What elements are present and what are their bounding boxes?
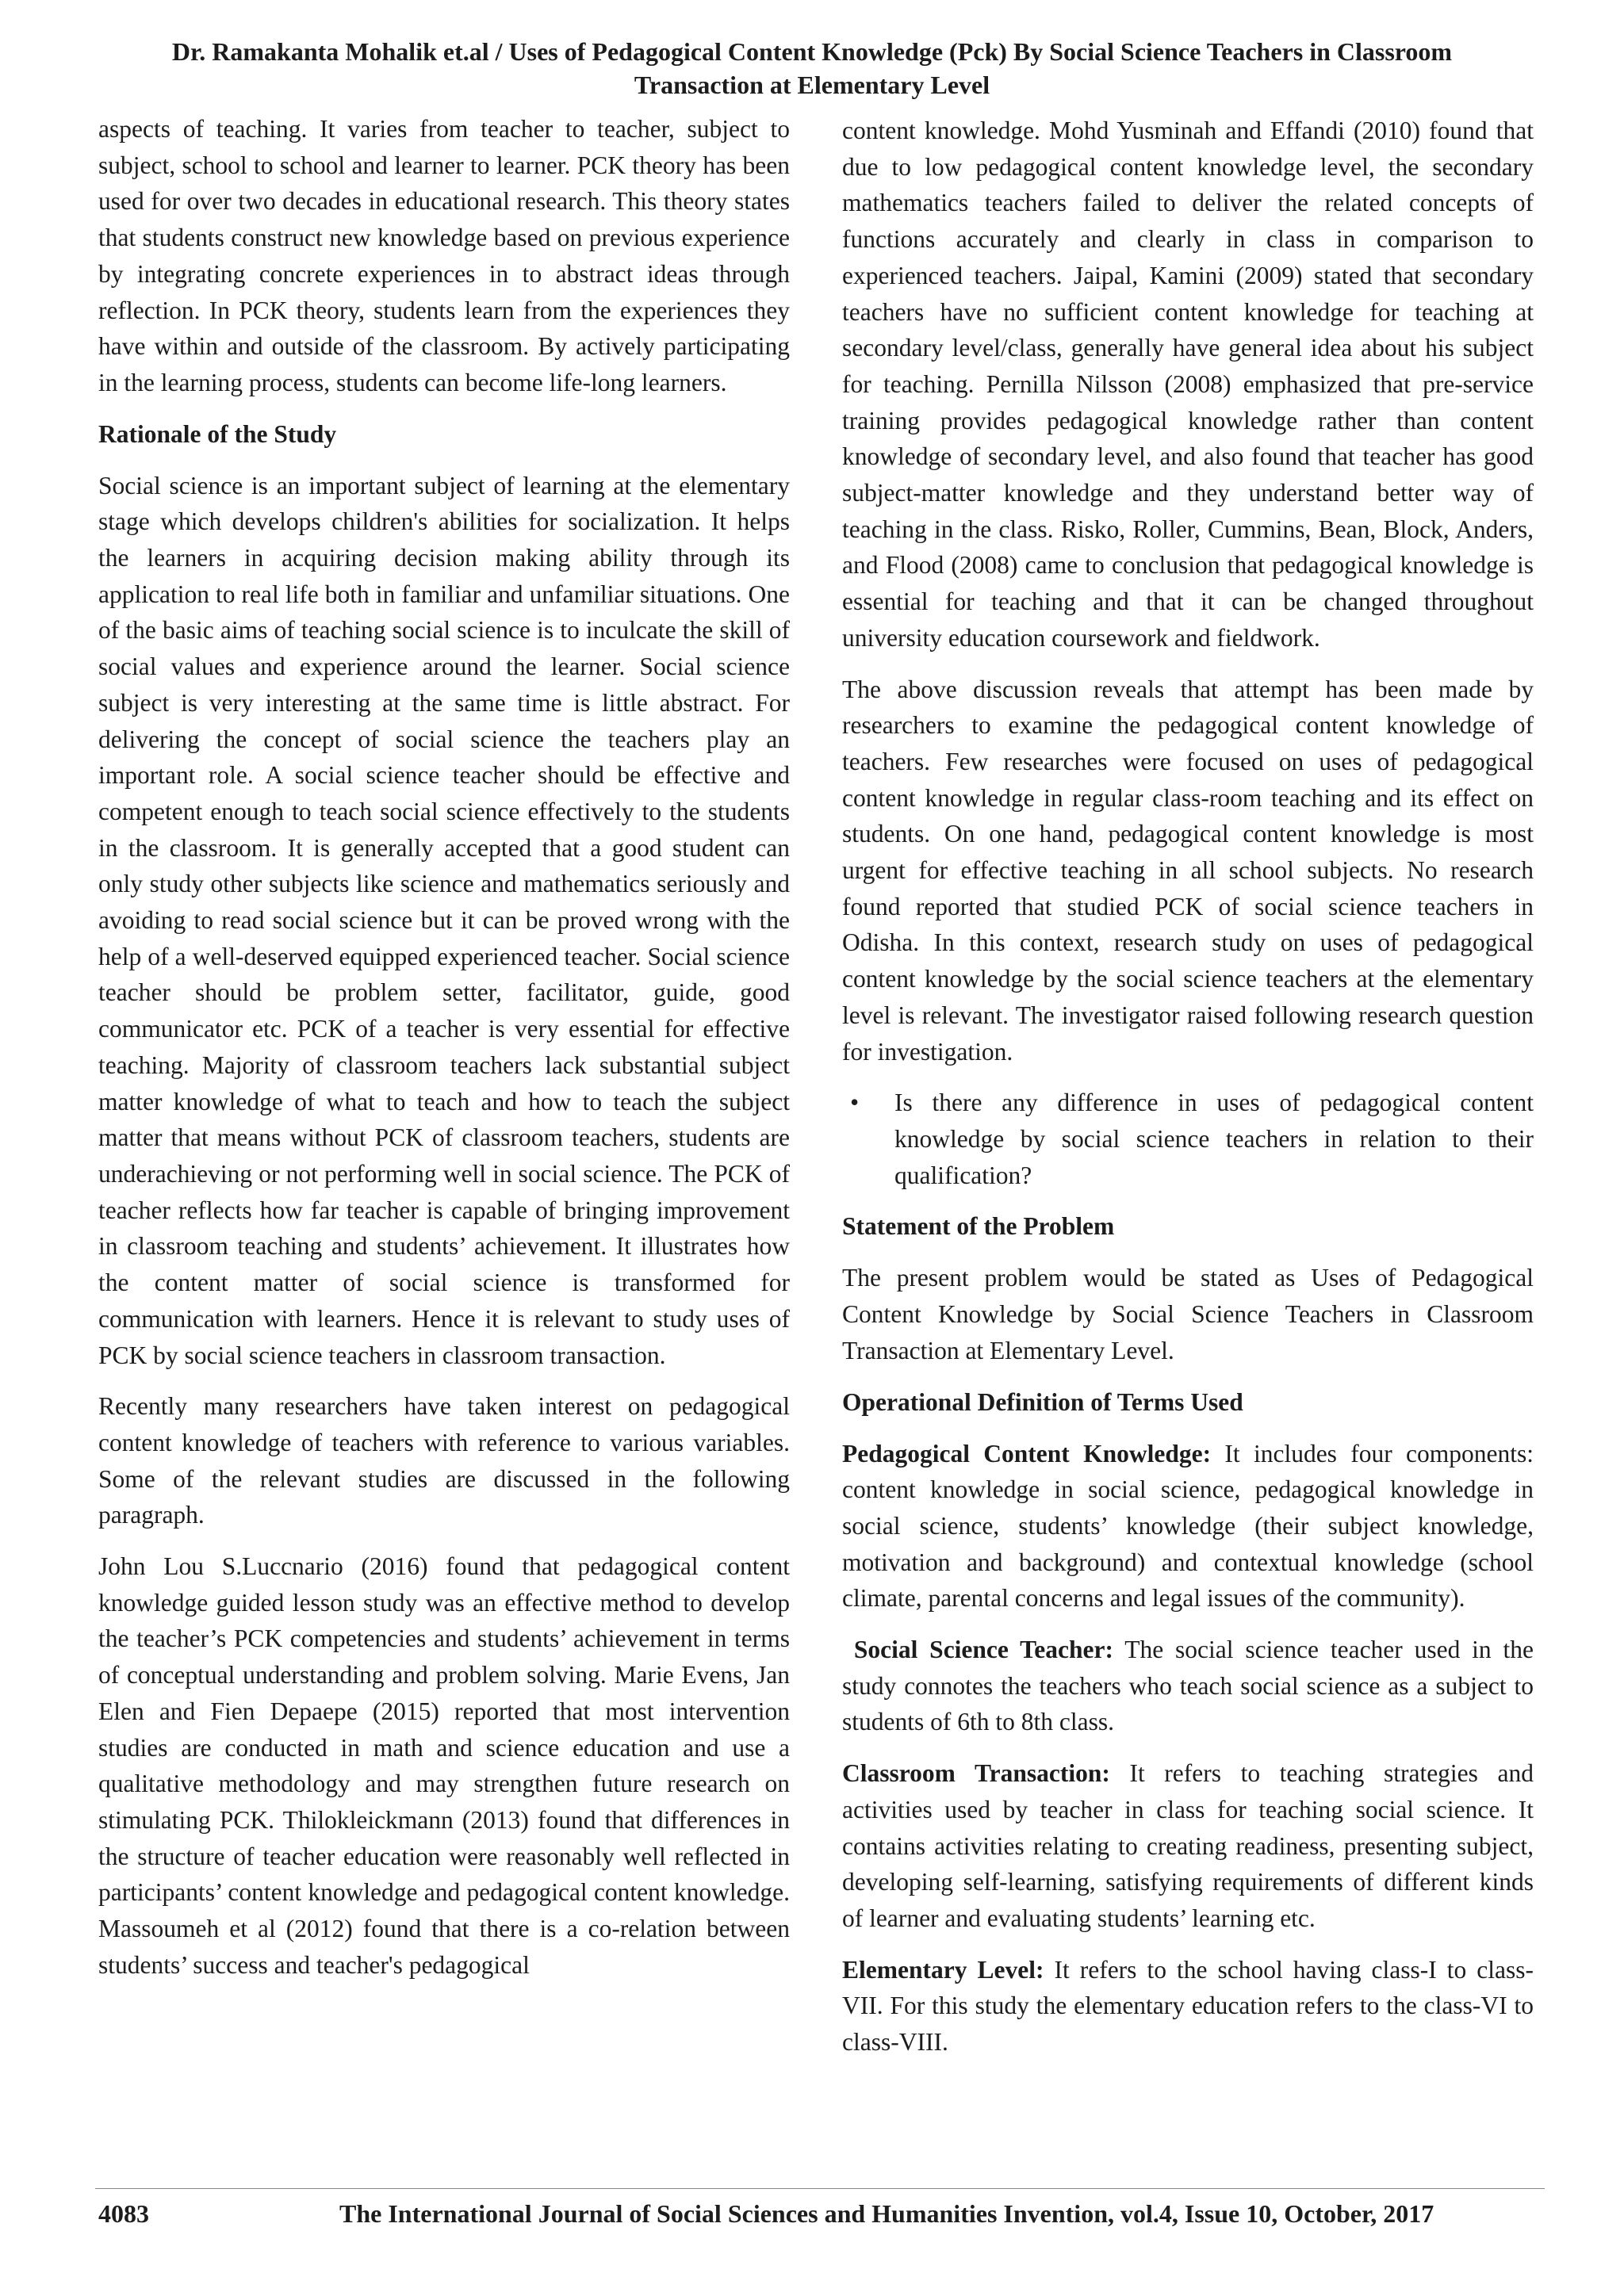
running-header <box>79 35 1545 101</box>
journal-citation: The International Journal of Social Sciences and Humanities Invention, vol.4, Issue 10, October, 2017 <box>339 2199 1434 2228</box>
intro-paragraph: aspects of teaching. It varies from teacher to teacher, subject to subject, school to school and learner to learner. PCK theory has been used for over two decades in educational research. This theory states that students construct new knowledge based on previous experience by integrating concrete experiences in to abstract ideas through reflection. In PCK theory, students learn from the experiences they have within and outside of the classroom. By actively participating in the learning process, students can become life-long learners. <box>98 115 790 396</box>
discussion-paragraph: The above discussion reveals that attempt has been made by researchers to examine the pedagogical content knowledge of teachers. Few researches were focused on uses of pedagogical content knowledge in regular class-room teaching and its effect on students. On one hand, pedagogical content knowledge is most urgent for effective teaching in all school subjects. No research found reported that studied PCK of social science teachers in Odisha. In this context, research study on uses of pedagogical content knowledge by the social science teachers at the elementary level is relevant. The investigator raised following research question for investigation. <box>842 675 1534 1066</box>
definition-text: The social science teacher used in the study connotes the teachers who teach social science as a subject to students of 6th to 8th class. <box>842 1636 1534 1736</box>
definition-term: Pedagogical Content Knowledge: <box>842 1439 1212 1468</box>
definition-social-science-teacher <box>842 1632 1534 1740</box>
definition-classroom-transaction <box>842 1755 1534 1937</box>
rationale-paragraph: Social science is an important subject of learning at the elementary stage which develops children's abilities for socialization. It helps the learners in acquiring decision making ability through its application to real life both in familiar and unfamiliar situations. One of the basic aims of teaching social science is to inculcate the skill of social values and experience around the learner. Social science subject is very interesting at the same time is little abstract. For delivering the concept of social science the teachers play an important role. A social science teacher should be effective and competent enough to teach social science effectively to the students in the classroom. It is generally accepted that a good student can only study other subjects like science and mathematics seriously and avoiding to read social science but it can be proved wrong with the help of a well-deserved equipped experienced teacher. Social science teacher should be problem setter, facilitator, guide, good communicator etc. PCK of a teacher is very essential for effective teaching. Majority of classroom teachers lack substantial subject matter knowledge of what to teach and how to teach the subject matter that means without PCK of classroom teachers, students are underachieving or not performing well in social science. The PCK of teacher reflects how far teacher is capable of bringing improvement in classroom teaching and students’ achievement. It illustrates how the content matter of social science is transformed for communication with learners. Hence it is relevant to study uses of PCK by social science teachers in classroom transaction. <box>98 471 790 1369</box>
rationale-heading: Rationale of the Study <box>98 419 337 448</box>
definition-term: Social Science Teacher: <box>853 1636 1113 1664</box>
definition-term: Classroom Transaction: <box>842 1759 1110 1788</box>
definition-text: It includes four components: content knowledge in social science, pedagogical knowledge in social science, students’ knowledge (their subject knowledge, motivation and background) and contextual knowledge (school climate, parental concerns and legal issues of the community). <box>842 1439 1534 1613</box>
related-studies-paragraph: John Lou S.Luccnario (2016) found that pedagogical content knowledge guided lesson study was an effective method to develop the teacher’s PCK competencies and students’ achievement in terms of conceptual understanding and problem solving. Marie Evens, Jan Elen and Fien Depaepe (2015) reported that most intervention studies are conducted in math and science education and use a qualitative methodology and may strengthen future research on stimulating PCK. Thilokleickmann (2013) found that differences in the structure of teacher education were reasonably well reflected in participants’ content knowledge and pedagogical content knowledge. Massoumeh et al (2012) found that there is a co-relation between students’ success and teacher's pedagogical <box>98 1552 790 1979</box>
definition-text: It refers to the school having class-I to class-VII. For this study the elementary education refers to the class-VI to class-VIII. <box>842 1955 1534 2057</box>
research-question-list <box>842 1085 1534 1193</box>
definition-elementary-level <box>842 1952 1534 2061</box>
definition-pck <box>842 1436 1534 1617</box>
left-column <box>98 111 790 1998</box>
right-column <box>842 113 1534 2076</box>
statement-paragraph: The present problem would be stated as Uses of Pedagogical Content Knowledge by Social Science Teachers in Classroom Transaction at Elementary Level. <box>842 1264 1534 1364</box>
definition-text: It refers to teaching strategies and activities used by teacher in class for teaching social science. It contains activities relating to creating readiness, presenting subject, developing self-learning, satisfying requirements of different kinds of learner and evaluating students’ learning etc. <box>842 1759 1534 1932</box>
page-number: 4083 <box>98 2199 149 2228</box>
related-studies-continued-paragraph: content knowledge. Mohd Yusminah and Effandi (2010) found that due to low pedagogical content knowledge level, the secondary mathematics teachers failed to deliver the related concepts of functions accurately and clearly in class in comparison to experienced teachers. Jaipal, Kamini (2009) stated that secondary teachers have no sufficient content knowledge for teaching at secondary level/class, generally have general idea about his subject for teaching. Pernilla Nilsson (2008) emphasized that pre-service training provides pedagogical knowledge rather than content knowledge of secondary level, and also found that teacher has good subject-matter knowledge and they understand better way of teaching in the class. Risko, Roller, Cummins, Bean, Block, Anders, and Flood (2008) came to conclusion that pedagogical knowledge is essential for teaching and that it can be changed throughout university education coursework and fieldwork. <box>842 117 1534 652</box>
running-header-line-1: Dr. Ramakanta Mohalik et.al / Uses of Pedagogical Content Knowledge (Pck) By Social Science Teachers in Classroom <box>171 37 1453 66</box>
research-question: • Is there any difference in uses of pedagogical content knowledge by social science teachers in relation to their qualification? <box>894 1085 1534 1193</box>
statement-heading: Statement of the Problem <box>842 1212 1115 1241</box>
running-header-line-2: Transaction at Elementary Level <box>634 71 990 99</box>
footer-divider <box>95 2188 1545 2189</box>
recent-research-paragraph: Recently many researchers have taken interest on pedagogical content knowledge of teachers with reference to various variables. Some of the relevant studies are discussed in the following paragraph. <box>98 1392 790 1529</box>
definition-term: Elementary Level: <box>842 1955 1044 1984</box>
definitions-heading: Operational Definition of Terms Used <box>842 1387 1243 1416</box>
